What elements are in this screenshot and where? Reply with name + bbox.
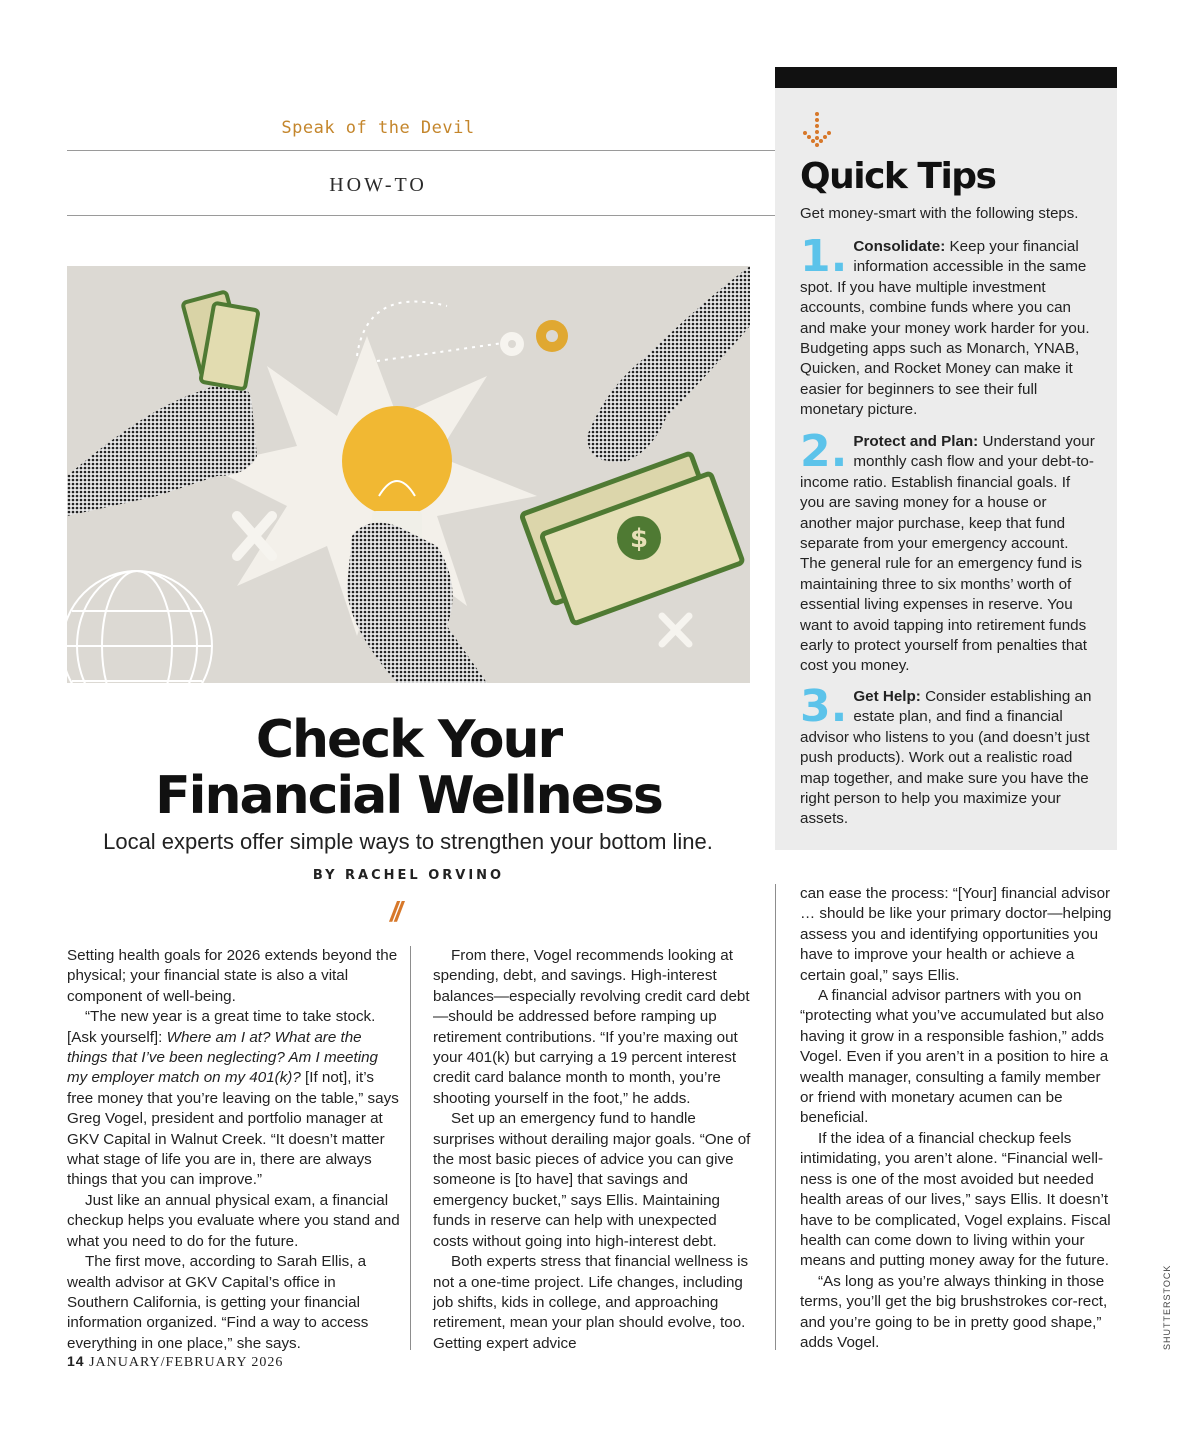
tip-item [800, 681, 1096, 830]
paragraph: can ease the process: “[Your] financial advisor … should be like your primary doctor—helping assess you and identifying opportunities you have to improve your health or achieve a certain goal,” says Ellis. [800, 885, 1112, 984]
tip-text: Keep your financial information accessible in the same spot. If you have multiple investment accounts, combine funds where you can and make your money work harder for you. Budgeting apps such as Monarch, YNAB, Quicken, and Rocket Money can make it easier for beginners to see their full monetary picture. [800, 238, 1090, 419]
tip-text: Consider establishing an estate plan, and find a financial advisor who listens to you (and doesn’t just push products). Work out a realistic road map together, and make sure you have the right person to help you maximize your assets. [800, 688, 1092, 828]
gear-icon [500, 332, 524, 356]
sidebar-top-bar [775, 67, 1117, 88]
deck: Local experts offer simple ways to strengthen your bottom line. [103, 829, 713, 854]
paragraph-text: “The new year is a great time to take stock. [Ask yourself]: [67, 1008, 376, 1046]
paragraph: Just like an annual physical exam, a financial checkup helps you evaluate where you stand and what you need to do for the future. [67, 1191, 400, 1250]
paragraph: If the idea of a financial checkup feels intimidating, you aren’t alone. “Financial well-ness is one of the most avoided but needed health areas of our lives,” says Ellis. It doesn’t have to be complicated, Vogel explains. Fiscal health can come down to living within your means and putting money away for the future. [800, 1129, 1111, 1270]
paragraph [67, 1007, 400, 1191]
tip-heading: Get Help: [853, 688, 921, 705]
svg-text:$: $ [629, 524, 649, 554]
paragraph: “As long as you’re always thinking in those terms, you’ll get the big brushstrokes cor-rect, and you’re going to be in pretty good shape,” adds Vogel. [800, 1272, 1108, 1351]
paragraph: A financial advisor partners with you on “protecting what you’ve accumulated but also having it grow in a responsible fashion,” adds Vogel. Even if you aren’t in a position to hire a wealth manager, consulting a family member or friend with monetary acumen can be beneficial. [800, 987, 1109, 1127]
photo-credit: SHUTTERSTOCK [1162, 1264, 1172, 1350]
italic-quote: Where am I at? What are the things that I’ve been neglecting? Am I meeting my employer match on my 401(k)? [67, 1028, 378, 1087]
paragraph: Set up an emergency fund to handle surprises without derailing major goals. “One of the most basic pieces of advice you can give someone is [to have] that savings and emergency bucket,” says Ellis. Maintaining funds in reserve can help with unexpected costs without going into high-interest debt. [433, 1110, 751, 1250]
page-folio [67, 1353, 283, 1371]
tip-number: 1. [800, 231, 848, 282]
paragraph-text: [If not], it’s free money that you’re leaving on the table,” says Greg Vogel, president and portfolio manager at GKV Capital in Walnut Creek. “It doesn’t matter what stage of life you are in, there are always things that you can improve.” [67, 1069, 399, 1189]
headline-line-1: Check Your [255, 710, 562, 770]
page-number: 14 [67, 1353, 85, 1369]
byline: BY RACHEL ORVINO [312, 868, 505, 883]
tip-heading: Protect and Plan: [853, 433, 979, 450]
issue-date: JANUARY/FEBRUARY 2026 [89, 1355, 284, 1370]
paragraph: From there, Vogel recommends looking at spending, debt, and savings. High-interest balances—especially revolving credit card debt—should be addressed before ramping up retirement contributions. “If you’re maxing out your 401(k) but carrying a 19 percent interest credit card balance month to month, you’re shooting yourself in the foot,” he adds. [433, 947, 750, 1107]
quick-tips-title: Quick Tips [800, 156, 996, 197]
column-rule [410, 946, 411, 1350]
column-rule [775, 884, 776, 1350]
tip-item [800, 231, 1096, 421]
financial-illustration [67, 266, 750, 683]
article-column-2 [433, 946, 755, 1354]
tip-item [800, 426, 1096, 677]
tip-text: Understand your monthly cash flow and your debt-to-income ratio. Establish financial goals. If you are saving money for a house or another major purchase, keep that fund separate from your emergency account. The general rule for an emergency fund is maintaining three to six months’ worth of essential living expenses in reserve. You want to avoid tapping into retirement funds early to protect yourself from penalties that cost you money. [800, 433, 1095, 675]
section-title: Speak of the Devil [281, 118, 475, 138]
tip-heading: Consolidate: [853, 238, 946, 255]
gear-icon [536, 320, 568, 352]
headline-line-2: Financial Wellness [155, 766, 662, 826]
header-rule-top [67, 150, 775, 151]
tip-number: 3. [800, 681, 848, 732]
dotted-down-arrow-icon [801, 111, 833, 151]
quick-tips-intro: Get money-smart with the following steps. [800, 205, 1079, 222]
divider-slashes: // [390, 896, 400, 927]
paragraph: Setting health goals for 2026 extends beyond the physical; your financial state is also a vital component of well-being. [67, 947, 398, 1005]
article-column-1 [67, 946, 400, 1354]
headline [67, 712, 750, 824]
kicker: HOW-TO [329, 174, 427, 196]
article-column-3 [800, 884, 1118, 1353]
header-rule-bottom [67, 215, 775, 216]
tip-number: 2. [800, 426, 848, 477]
paragraph: Both experts stress that financial wellness is not a one-time project. Life changes, including job shifts, kids in college, and approaching retirement, mean your plan should evolve, too. Getting expert advice [433, 1253, 749, 1352]
paragraph: The first move, according to Sarah Ellis, a wealth advisor at GKV Capital’s office in Southern California, is getting your financial information organized. “Find a way to access everything in one place,” she says. [67, 1253, 369, 1352]
